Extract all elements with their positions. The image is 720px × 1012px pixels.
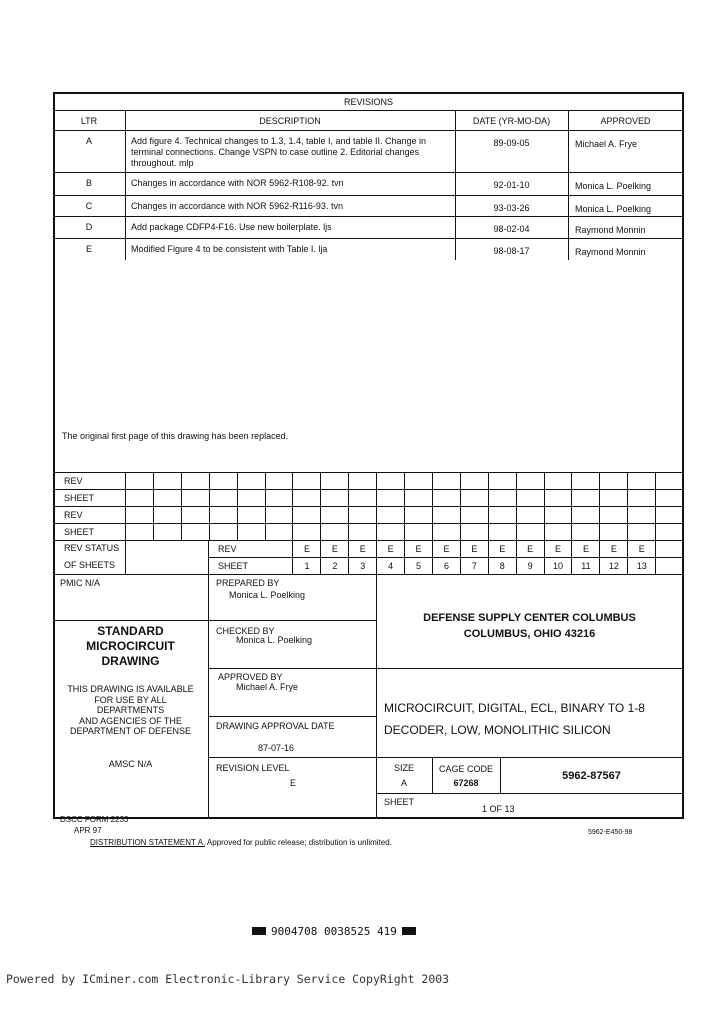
rev-approved: Michael A. Frye xyxy=(575,139,638,149)
availability-statement xyxy=(53,684,208,737)
checked-label: CHECKED BY xyxy=(216,626,275,636)
avail-line: THIS DRAWING IS AVAILABLE xyxy=(67,684,194,694)
sheet-number: 11 xyxy=(581,561,591,571)
rev-date: 92-01-10 xyxy=(493,180,530,190)
dist-label: DISTRIBUTION STATEMENT A. xyxy=(90,838,206,847)
checked-by: Monica L. Poelking xyxy=(236,635,313,645)
drawing-number: 5962-87567 xyxy=(562,770,621,782)
rev-date: 89-09-05 xyxy=(493,138,530,148)
agency-address: COLUMBUS, OHIO 43216 xyxy=(463,628,596,640)
sheet-number: 2 xyxy=(332,561,338,571)
rev-approved: Monica L. Poelking xyxy=(575,204,652,214)
avail-line: DEPARTMENT OF DEFENSE xyxy=(69,726,192,736)
status-rev-label: REV xyxy=(218,544,237,554)
sheet-rev: E xyxy=(359,544,366,554)
sheet-rev: E xyxy=(303,544,310,554)
pmic: PMIC N/A xyxy=(60,578,101,588)
grid-sheet-label: SHEET xyxy=(64,527,95,537)
rev-approved: Monica L. Poelking xyxy=(575,181,652,191)
approval-date-label: DRAWING APPROVAL DATE xyxy=(216,721,335,731)
rev-date: 93-03-26 xyxy=(493,203,530,213)
sheet-number: 7 xyxy=(471,561,477,571)
amsc: AMSC N/A xyxy=(108,759,153,769)
prepared-by: Monica L. Poelking xyxy=(229,590,306,600)
rev-description: Modified Figure 4 to be consistent with Table I. lja xyxy=(131,244,328,254)
dist-text: Approved for public release; distribution is unlimited. xyxy=(205,838,392,847)
avail-line: DEPARTMENTS xyxy=(96,705,165,715)
avail-line: FOR USE BY ALL xyxy=(94,694,167,705)
header-approved: APPROVED xyxy=(600,116,651,126)
std-line: STANDARD xyxy=(97,624,164,638)
sheet-number: 10 xyxy=(553,561,564,571)
rev-approved: Raymond Monnin xyxy=(575,247,646,257)
sheet-number: 6 xyxy=(443,561,449,571)
size-label: SIZE xyxy=(393,763,414,773)
avail-line: AND AGENCIES OF THE xyxy=(79,715,182,726)
revisions-title: REVISIONS xyxy=(343,97,393,107)
approved-by: Michael A. Frye xyxy=(236,682,299,692)
standard-drawing-title xyxy=(53,624,208,669)
barcode-line xyxy=(252,925,416,938)
sheet-rev: E xyxy=(610,544,617,554)
sheet-rev: E xyxy=(443,544,450,554)
sheet-number: 1 xyxy=(304,561,310,571)
sheet-number: 12 xyxy=(608,561,619,571)
barcode-text: 9004708 0038525 419 xyxy=(271,925,397,938)
sheet-rev: E xyxy=(638,544,645,554)
rev-description: Changes in accordance with NOR 5962-R116-93. tvn xyxy=(131,201,343,211)
sheet-rev: E xyxy=(471,544,478,554)
grid-sheet-label: SHEET xyxy=(64,493,95,503)
rev-ltr: C xyxy=(85,201,93,211)
sheet-number: 5 xyxy=(416,561,422,571)
approval-date: 87-07-16 xyxy=(258,743,295,753)
sheet-rev: E xyxy=(555,544,562,554)
agency xyxy=(376,610,683,642)
sheet-of: 1 OF 13 xyxy=(482,804,515,814)
rev-ltr: E xyxy=(85,244,92,254)
sheet-rev: E xyxy=(415,544,422,554)
size: A xyxy=(400,778,407,788)
sheet-number: 13 xyxy=(636,561,647,571)
form-number: DSCC FORM 2233 xyxy=(60,815,129,824)
sheet-rev: E xyxy=(582,544,589,554)
agency-name: DEFENSE SUPPLY CENTER COLUMBUS xyxy=(423,612,636,624)
prepared-label: PREPARED BY xyxy=(216,578,280,588)
doc-code: 5962-E450-98 xyxy=(588,829,633,836)
rev-approved: Raymond Monnin xyxy=(575,225,646,235)
rev-ltr: A xyxy=(85,136,92,146)
title-line: MICROCIRCUIT, DIGITAL, ECL, BINARY TO 1-8 xyxy=(384,701,645,715)
status-sheet-label: SHEET xyxy=(218,561,249,571)
std-line: MICROCIRCUIT xyxy=(86,639,175,653)
revision-level-label: REVISION LEVEL xyxy=(216,763,290,773)
title-line: DECODER, LOW, MONOLITHIC SILICON xyxy=(384,723,611,737)
sheet-label: SHEET xyxy=(384,797,415,807)
cage-label: CAGE CODE xyxy=(438,764,493,774)
revision-level: E xyxy=(290,778,297,788)
rev-ltr: D xyxy=(85,222,93,232)
sheet-rev: E xyxy=(331,544,338,554)
of-sheets-label: OF SHEETS xyxy=(64,560,116,570)
drawing-title xyxy=(384,697,645,741)
powered-by: Powered by ICminer.com Electronic-Library Service CopyRight 2003 xyxy=(6,972,450,986)
std-line: DRAWING xyxy=(101,654,160,668)
grid-rev-label: REV xyxy=(64,476,83,486)
approved-label: APPROVED BY xyxy=(218,672,283,682)
header-date: DATE (YR-MO-DA) xyxy=(472,116,551,126)
cage-code: 67268 xyxy=(453,778,479,788)
rev-description: Add figure 4. Technical changes to 1.3, 1.4, table I, and table II. Change in terminal connections. Change VSPN to case outline 2. Editorial changes throughout. mlp xyxy=(131,136,427,168)
sheet-number: 4 xyxy=(388,561,394,571)
sheet-number: 3 xyxy=(360,561,366,571)
rev-description: Add package CDFP4-F16. Use new boilerplate. ljs xyxy=(131,222,332,232)
sheet-rev: E xyxy=(527,544,534,554)
header-description: DESCRIPTION xyxy=(259,116,321,126)
rev-description: Changes in accordance with NOR 5962-R108-92. tvn xyxy=(131,178,344,188)
distribution-statement xyxy=(90,838,392,847)
form-date: APR 97 xyxy=(74,826,102,835)
rev-status-label: REV STATUS xyxy=(64,543,120,553)
rev-date: 98-08-17 xyxy=(493,246,530,256)
rev-date: 98-02-04 xyxy=(493,224,530,234)
sheet-rev: E xyxy=(499,544,506,554)
sheet-number: 9 xyxy=(527,561,533,571)
sheet-rev: E xyxy=(387,544,394,554)
sheet-number: 8 xyxy=(499,561,505,571)
header-ltr: LTR xyxy=(80,116,98,126)
grid-rev-label: REV xyxy=(64,510,83,520)
replacement-note: The original first page of this drawing has been replaced. xyxy=(62,431,289,441)
rev-ltr: B xyxy=(85,178,92,188)
